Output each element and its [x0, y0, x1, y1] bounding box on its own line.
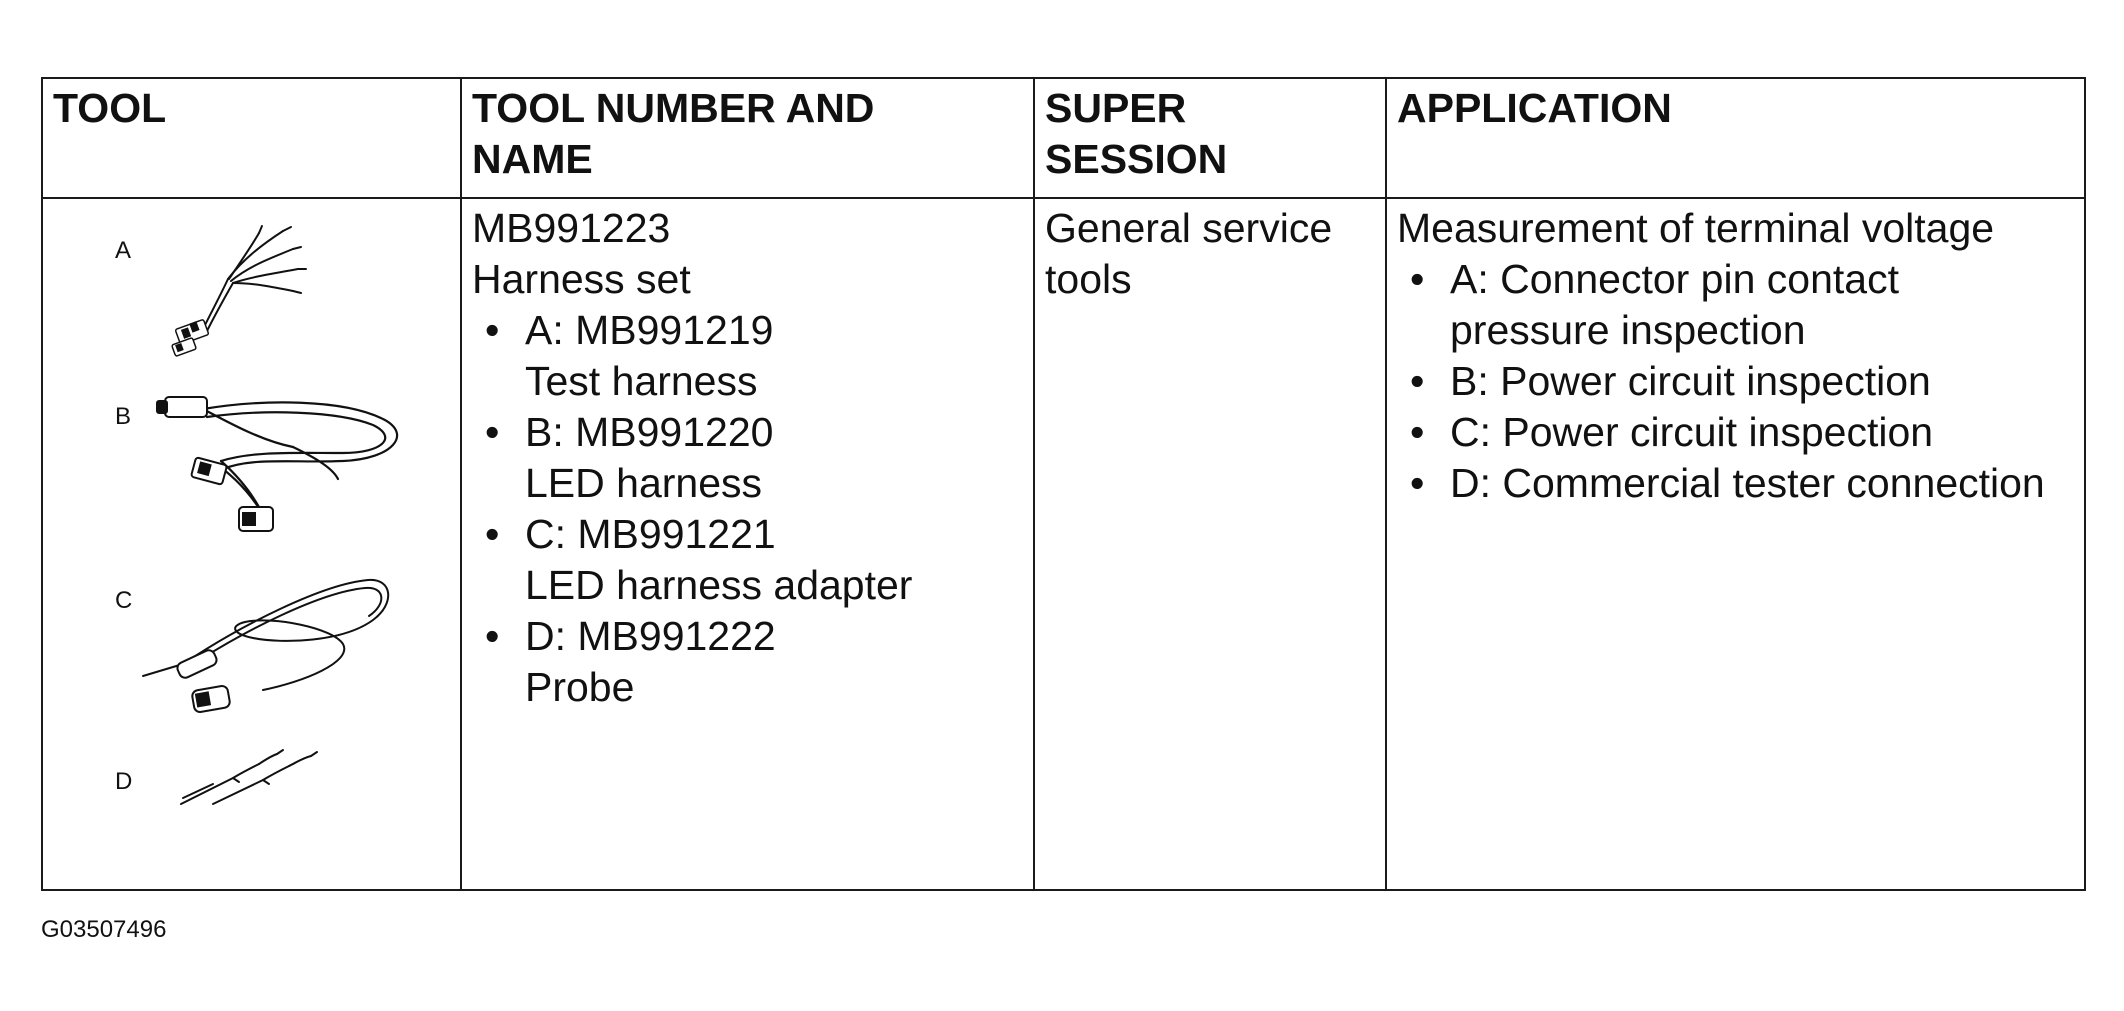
tool-number-cell: [461, 198, 1034, 890]
bullet-icon: •: [485, 613, 500, 659]
component-number: B: MB991220: [525, 409, 774, 455]
super-session-cell: [1034, 198, 1386, 890]
table-header-row: [42, 78, 2085, 198]
header-tool-number-line1: TOOL NUMBER AND: [472, 85, 875, 131]
list-item: [1397, 458, 2074, 509]
list-item: [472, 509, 1023, 611]
bullet-icon: •: [1410, 256, 1425, 302]
tool-label-c: C: [115, 587, 133, 614]
tool-label-b: B: [115, 403, 132, 430]
header-super-session: [1034, 78, 1386, 198]
component-number: D: MB991222: [525, 613, 776, 659]
application-summary: Measurement of terminal voltage: [1397, 205, 1995, 251]
header-tool-number-and-name: [461, 78, 1034, 198]
table-row: [42, 198, 2085, 890]
bullet-icon: •: [485, 409, 500, 455]
bullet-icon: •: [485, 307, 500, 353]
list-item: [1397, 254, 2074, 356]
component-number: A: MB991219: [525, 307, 774, 353]
header-application: APPLICATION: [1386, 78, 2085, 198]
list-item: [1397, 356, 2074, 407]
application-text: D: Commercial tester connection: [1450, 460, 2045, 506]
list-item: [472, 407, 1023, 509]
bullet-icon: •: [1410, 358, 1425, 404]
special-tool-table: [41, 77, 2086, 891]
application-text: A: Connector pin contact: [1450, 256, 1899, 302]
tool-components-list: [472, 305, 1023, 713]
component-name: Test harness: [525, 358, 758, 404]
application-text: B: Power circuit inspection: [1450, 358, 1931, 404]
probe-illustration-icon: [173, 744, 343, 814]
tool-label-d: D: [115, 768, 133, 795]
led-harness-adapter-illustration-icon: [133, 564, 413, 724]
application-text-cont: pressure inspection: [1450, 307, 1806, 353]
session-line1: General service: [1045, 205, 1333, 251]
bullet-icon: •: [1410, 409, 1425, 455]
tool-name: Harness set: [472, 256, 691, 302]
list-item: [1397, 407, 2074, 458]
tool-illustration-cell: [42, 198, 461, 890]
tool-number: MB991223: [472, 205, 671, 251]
component-name: LED harness: [525, 460, 763, 506]
header-session-line1: SUPER: [1045, 85, 1187, 131]
header-tool: TOOL: [42, 78, 461, 198]
bullet-icon: •: [485, 511, 500, 557]
component-name: LED harness adapter: [525, 562, 913, 608]
test-harness-illustration-icon: [143, 219, 343, 369]
component-number: C: MB991221: [525, 511, 776, 557]
application-text: C: Power circuit inspection: [1450, 409, 1934, 455]
tool-label-a: A: [115, 237, 132, 264]
application-list: [1397, 254, 2074, 509]
list-item: [472, 611, 1023, 713]
list-item: [472, 305, 1023, 407]
figure-id: G03507496: [41, 916, 167, 943]
header-tool-number-line2: NAME: [472, 136, 593, 182]
component-name: Probe: [525, 664, 635, 710]
application-cell: [1386, 198, 2085, 890]
header-session-line2: SESSION: [1045, 136, 1228, 182]
session-line2: tools: [1045, 256, 1132, 302]
bullet-icon: •: [1410, 460, 1425, 506]
led-harness-illustration-icon: [143, 389, 423, 539]
